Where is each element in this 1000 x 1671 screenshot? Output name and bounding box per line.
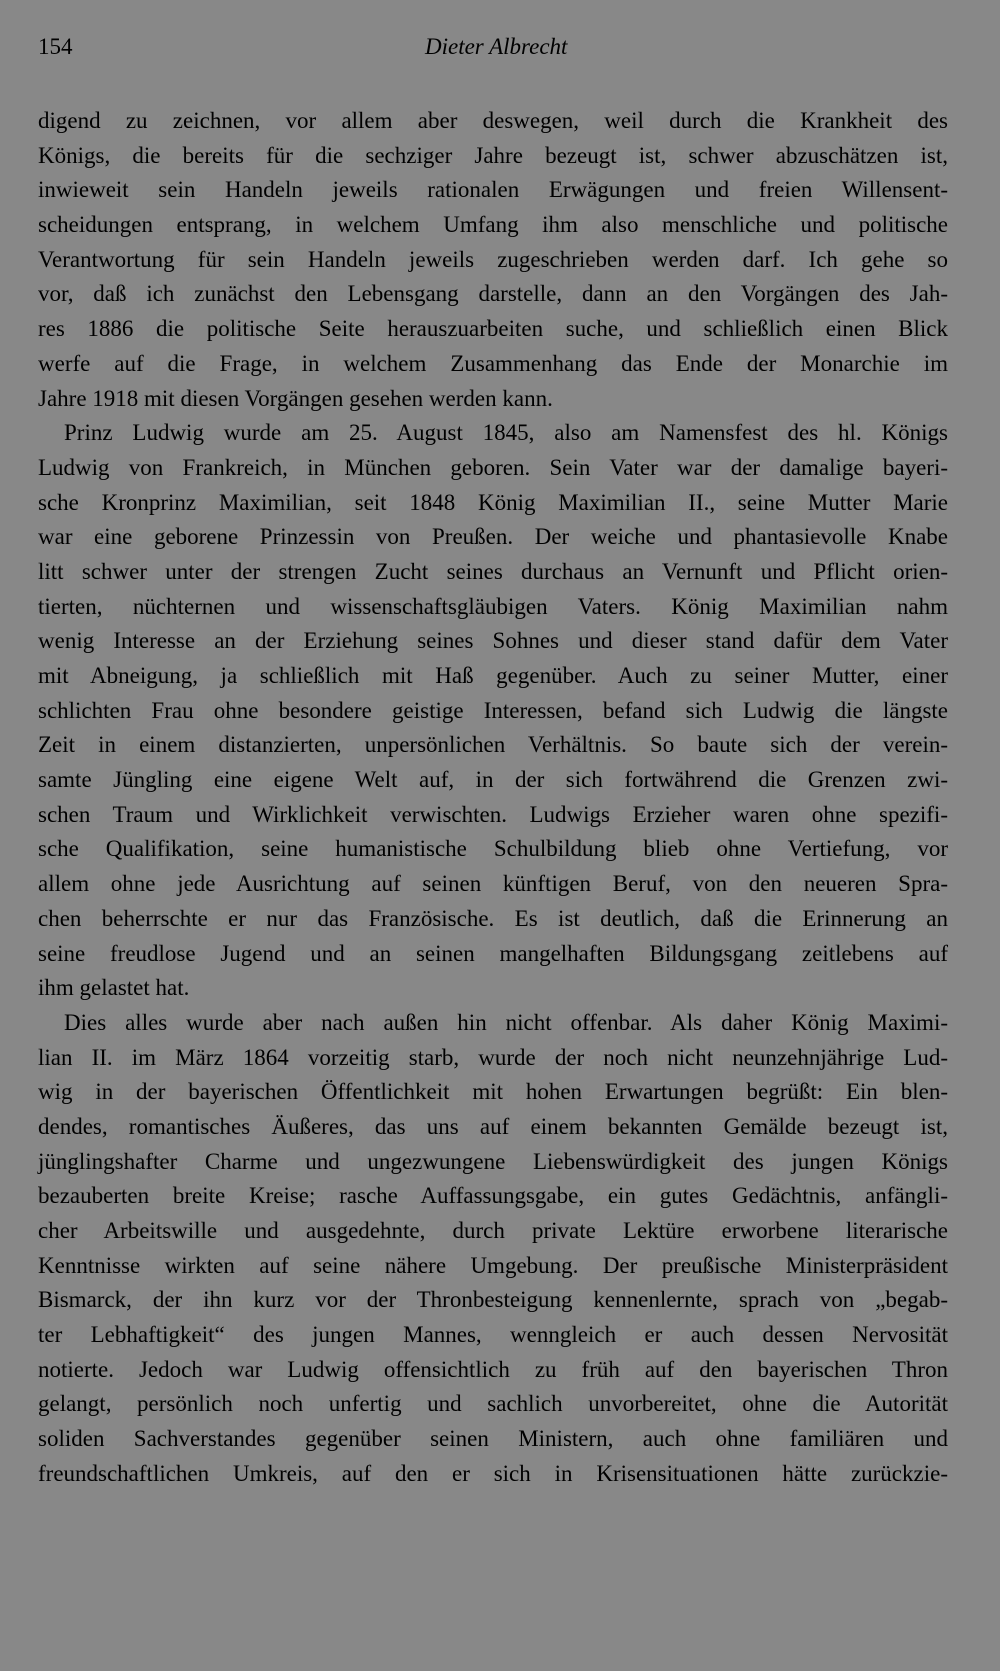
text-line: sche Qualifikation, seine humanistische Schulbildung blieb ohne Vertiefung, vor bbox=[38, 836, 948, 862]
text-line: wenig Interesse an der Erziehung seines Sohnes und dieser stand dafür dem Vater bbox=[38, 628, 948, 654]
text-line: lian II. im März 1864 vorzeitig starb, wurde der noch nicht neunzehnjährige Lud- bbox=[38, 1044, 948, 1070]
text-line: Bismarck, der ihn kurz vor der Thronbesteigung kennenlernte, sprach von „begab- bbox=[38, 1287, 948, 1313]
text-line: Dies alles wurde aber nach außen hin nicht offenbar. Als daher König Maximi- bbox=[64, 1009, 948, 1035]
text-line: Ludwig von Frankreich, in München geboren. Sein Vater war der damalige bayeri- bbox=[38, 454, 948, 480]
paragraph bbox=[38, 1006, 948, 1492]
text-line: samte Jüngling eine eigene Welt auf, in der sich fortwährend die Grenzen zwi- bbox=[38, 767, 948, 793]
text-line: ter Lebhaftigkeit“ des jungen Mannes, wenngleich er auch dessen Nervosität bbox=[38, 1322, 948, 1348]
text-line: res 1886 die politische Seite herauszuarbeiten suche, und schließlich einen Blick bbox=[38, 316, 948, 342]
text-line: soliden Sachverstandes gegenüber seinen Ministern, auch ohne familiären und bbox=[38, 1426, 948, 1452]
text-line: jünglingshafter Charme und ungezwungene Liebenswürdigkeit des jungen Königs bbox=[38, 1148, 948, 1174]
paragraph bbox=[38, 104, 948, 416]
text-line: Prinz Ludwig wurde am 25. August 1845, also am Namensfest des hl. Königs bbox=[64, 420, 948, 446]
text-line: wig in der bayerischen Öffentlichkeit mit hohen Erwartungen begrüßt: Ein blen- bbox=[38, 1079, 948, 1105]
text-line: werfe auf die Frage, in welchem Zusammenhang das Ende der Monarchie im bbox=[38, 350, 948, 376]
page-number: 154 bbox=[38, 34, 73, 59]
text-line: bezauberten breite Kreise; rasche Auffassungsgabe, ein gutes Gedächtnis, anfängli- bbox=[38, 1183, 948, 1209]
paragraph bbox=[38, 416, 948, 1006]
text-line: Kenntnisse wirkten auf seine nähere Umgebung. Der preußische Ministerpräsident bbox=[38, 1252, 948, 1278]
text-line: seine freudlose Jugend und an seinen mangelhaften Bildungsgang zeitlebens auf bbox=[38, 940, 948, 966]
text-line: vor, daß ich zunächst den Lebensgang darstelle, dann an den Vorgängen des Jah- bbox=[38, 281, 948, 307]
text-line: scheidungen entsprang, in welchem Umfang ihm also menschliche und politische bbox=[38, 212, 948, 238]
text-line: freundschaftlichen Umkreis, auf den er sich in Krisensituationen hätte zurückzie- bbox=[38, 1460, 948, 1486]
running-head: Dieter Albrecht bbox=[425, 34, 568, 59]
text-line: sche Kronprinz Maximilian, seit 1848 König Maximilian II., seine Mutter Marie bbox=[38, 489, 948, 515]
text-line: litt schwer unter der strengen Zucht seines durchaus an Vernunft und Pflicht orien- bbox=[38, 558, 948, 584]
text-line: chen beherrschte er nur das Französische. Es ist deutlich, daß die Erinnerung an bbox=[38, 905, 948, 931]
text-line: schen Traum und Wirklichkeit verwischten. Ludwigs Erzieher waren ohne spezifi- bbox=[38, 801, 948, 827]
text-line: Königs, die bereits für die sechziger Jahre bezeugt ist, schwer abzuschätzen ist, bbox=[38, 142, 948, 168]
text-line: notierte. Jedoch war Ludwig offensichtlich zu früh auf den bayerischen Thron bbox=[38, 1356, 948, 1382]
text-line: dendes, romantisches Äußeres, das uns auf einem bekannten Gemälde bezeugt ist, bbox=[38, 1113, 948, 1139]
text-line: schlichten Frau ohne besondere geistige Interessen, befand sich Ludwig die längste bbox=[38, 697, 948, 723]
text-line: ihm gelastet hat. bbox=[38, 975, 190, 1001]
text-line: war eine geborene Prinzessin von Preußen. Der weiche und phantasievolle Knabe bbox=[38, 524, 948, 550]
text-line: allem ohne jede Ausrichtung auf seinen künftigen Beruf, von den neueren Spra- bbox=[38, 871, 948, 897]
page-header bbox=[38, 28, 938, 68]
text-line: gelangt, persönlich noch unfertig und sachlich unvorbereitet, ohne die Autorität bbox=[38, 1391, 948, 1417]
body-text bbox=[38, 104, 948, 1492]
text-line: Jahre 1918 mit diesen Vorgängen gesehen werden kann. bbox=[38, 385, 553, 411]
text-line: cher Arbeitswille und ausgedehnte, durch private Lektüre erworbene literarische bbox=[38, 1218, 948, 1243]
text-line: Verantwortung für sein Handeln jeweils zugeschrieben werden darf. Ich gehe so bbox=[38, 246, 948, 272]
text-line: tierten, nüchternen und wissenschaftsgläubigen Vaters. König Maximilian nahm bbox=[38, 593, 948, 619]
text-line: Zeit in einem distanzierten, unpersönlichen Verhältnis. So baute sich der verein- bbox=[38, 732, 948, 758]
text-line: inwieweit sein Handeln jeweils rationalen Erwägungen und freien Willensent- bbox=[38, 177, 948, 203]
text-line: digend zu zeichnen, vor allem aber deswegen, weil durch die Krankheit des bbox=[38, 108, 948, 133]
text-line: mit Abneigung, ja schließlich mit Haß gegenüber. Auch zu seiner Mutter, einer bbox=[38, 663, 948, 688]
